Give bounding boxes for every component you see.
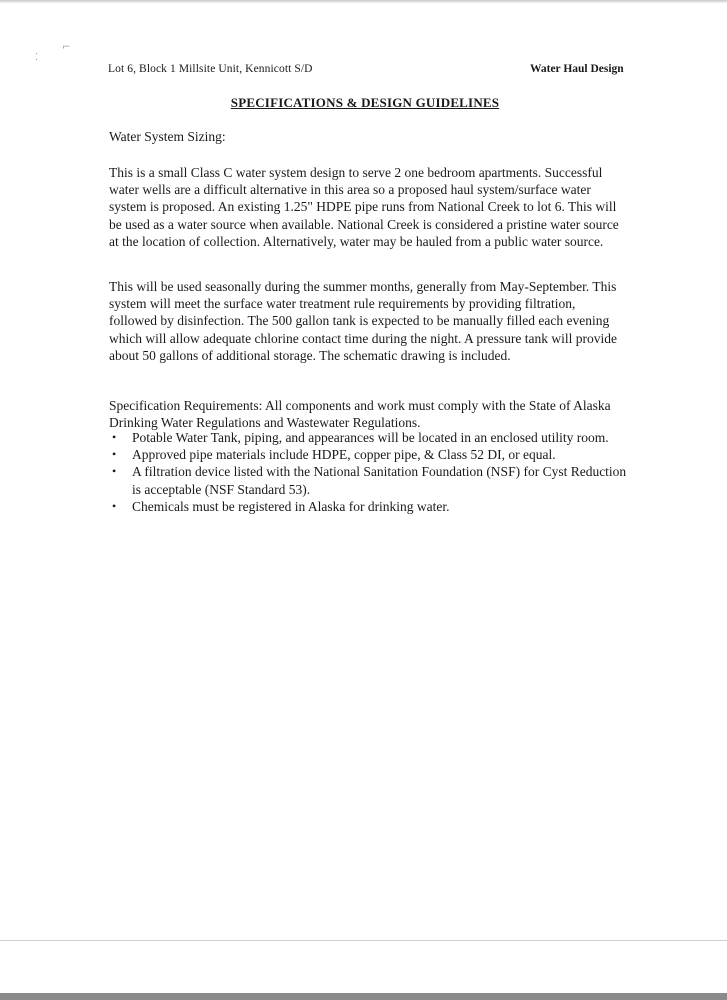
list-item <box>109 463 629 497</box>
bullet-icon: • <box>112 498 117 513</box>
page-title: SPECIFICATIONS & DESIGN GUIDELINES <box>230 95 500 110</box>
list-item-text: A filtration device listed with the National Sanitation Foundation (NSF) for Cyst Reduction is acceptable (NSF Standard 53). <box>132 464 627 497</box>
section-heading: Water System Sizing: <box>109 129 226 144</box>
list-item-text: Potable Water Tank, piping, and appearances will be located in an enclosed utility room. <box>132 430 609 445</box>
header-lot-description: Lot 6, Block 1 Millsite Unit, Kennicott S/D <box>108 63 313 75</box>
scan-speck-mark: ⌐ <box>62 42 71 53</box>
list-item <box>109 446 629 463</box>
paragraph-seasonal-use: This will be used seasonally during the summer months, generally from May-September. This system will meet the surface water treatment rule requirements by providing filtration, followed by disinfection. The 500 gallon tank is expected to be manually filled each evening which will allow adequate chlorine contact time during the night. A pressure tank will provide about 50 gallons of additional storage. The schematic drawing is included. <box>109 279 617 363</box>
bullet-icon: • <box>112 447 117 462</box>
requirements-list <box>109 429 629 515</box>
paragraph-specification-requirements: Specification Requirements: All components and work must comply with the State of Alaska Drinking Water Regulations and Wastewater Regulations. <box>109 398 611 431</box>
list-item-text: Chemicals must be registered in Alaska for drinking water. <box>132 498 450 514</box>
list-item-text: Approved pipe materials include HDPE, copper pipe, & Class 52 DI, or equal. <box>132 447 556 463</box>
paragraph-system-overview: This is a small Class C water system design to serve 2 one bedroom apartments. Successful water wells are a difficult alternative in this area so a proposed haul system/surface water system is proposed. An existing 1.25" HDPE pipe runs from National Creek to lot 6. This will be used as a water source when available. National Creek is considered a pristine water source at the location of collection. Alternatively, water may be hauled from a public water source. <box>109 165 619 249</box>
list-item <box>109 429 629 446</box>
bullet-icon: • <box>112 464 117 479</box>
list-item <box>109 498 629 515</box>
header-document-name: Water Haul Design <box>530 63 624 75</box>
bullet-icon: • <box>112 430 117 444</box>
scan-page-bottom-line <box>0 940 727 941</box>
scan-speck-mark: ⁚ <box>35 52 39 63</box>
scan-top-edge <box>0 0 727 3</box>
scan-bottom-edge <box>0 993 727 1000</box>
